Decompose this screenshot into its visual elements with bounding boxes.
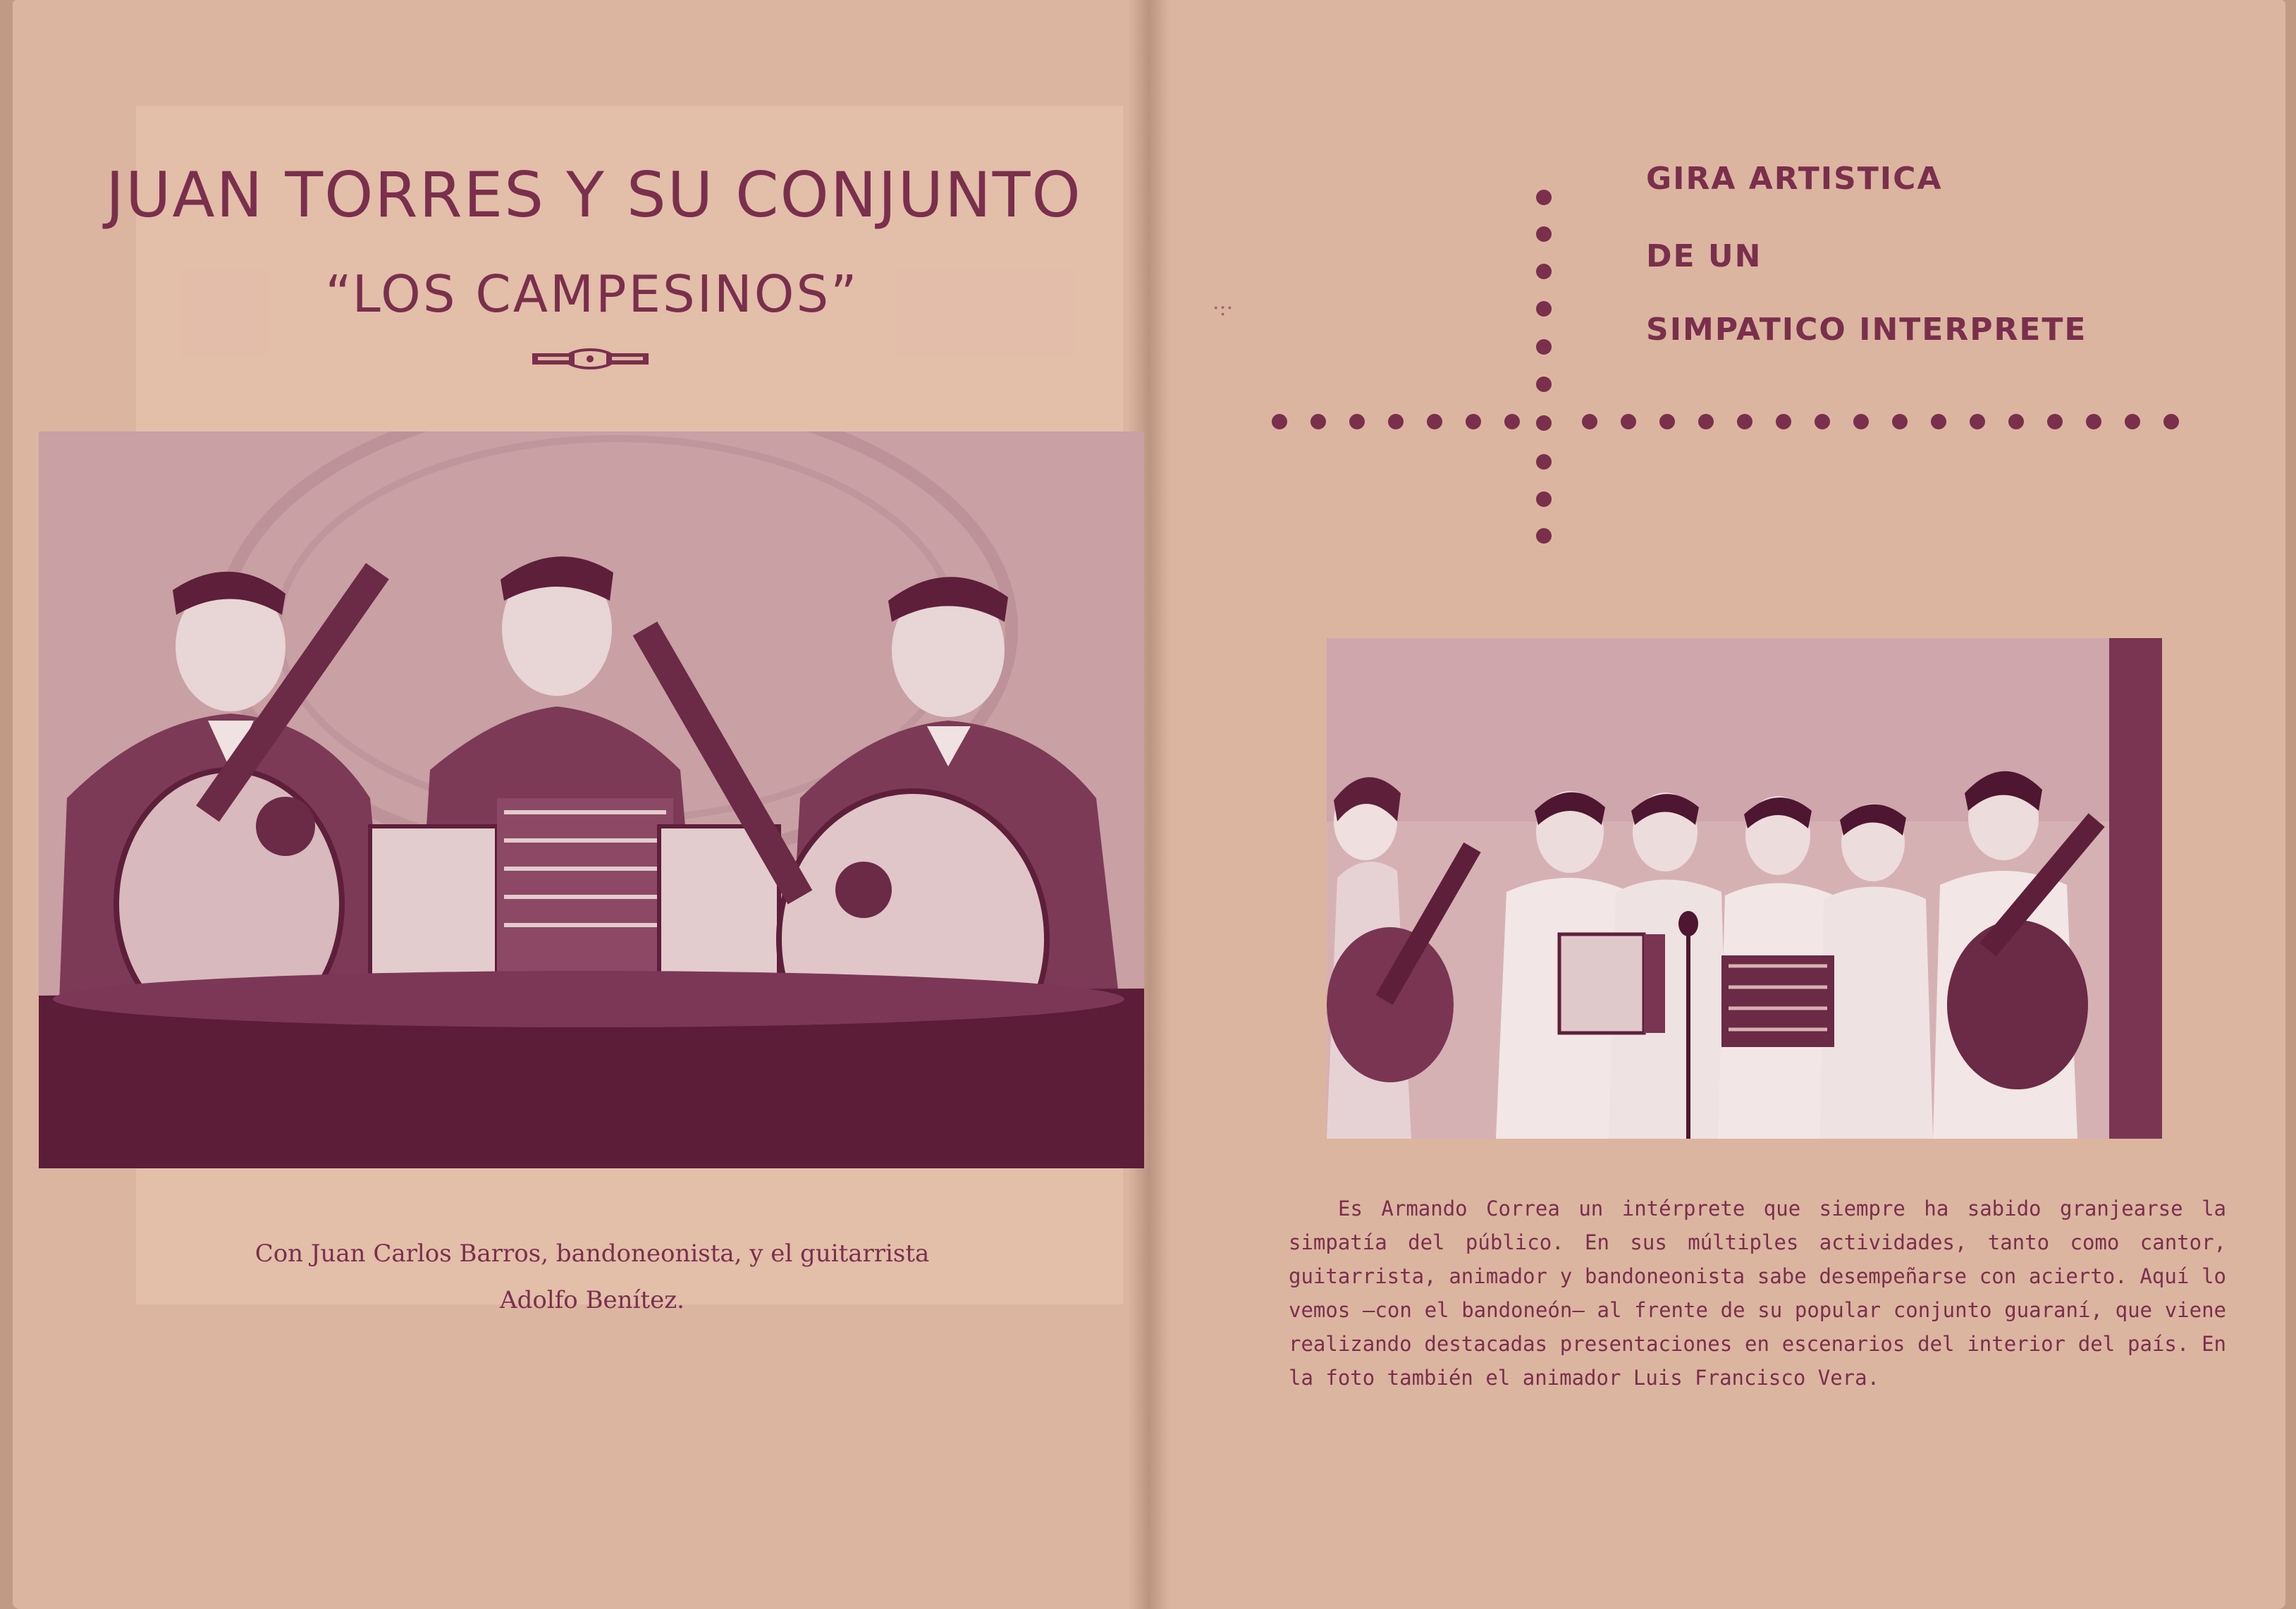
ornament-dot xyxy=(2008,414,2024,429)
ornament-dot xyxy=(1536,377,1552,392)
caption-line-1: Con Juan Carlos Barros, bandoneonista, y el guitarrista xyxy=(254,1240,930,1268)
article-body: Es Armando Correa un intérprete que siempre ha sabido granjearse la simpatía del público. En sus múltiples actividades, tanto como cantor, guitarrista, animador y bandoneonista sabe desempeñarse con acierto. Aquí lo vemos —con el bandoneón— al frente de su popular conjunto guaraní, que viene realizando destacadas presentaciones en escenarios del interior del país. En la foto también el animador Luis Francisco Vera. xyxy=(1289,1197,2226,1390)
ornament-dot xyxy=(1536,264,1552,279)
print-smudge: ·:· xyxy=(1213,296,1234,321)
ornament-dot xyxy=(1621,414,1636,429)
article-title: JUAN TORRES Y SU CONJUNTO xyxy=(106,159,1082,231)
ornament-dot xyxy=(1349,414,1365,429)
heading-line-3: SIMPATICO INTERPRETE xyxy=(1646,312,2087,348)
ornament-dot xyxy=(1892,414,1908,429)
ornament-dot xyxy=(2086,414,2101,429)
ornament-dot xyxy=(1272,414,1287,429)
ornament-dot xyxy=(1536,339,1552,355)
ornament-dot xyxy=(1737,414,1752,429)
ornament-dot xyxy=(1388,414,1404,429)
ornament-dot xyxy=(2163,414,2179,429)
ornament-dot xyxy=(1970,414,1985,429)
heading-line-1: GIRA ARTISTICA xyxy=(1646,161,1943,197)
heading-line-2: DE UN xyxy=(1646,238,1762,274)
ornament-dot xyxy=(1853,414,1869,429)
ornament-dot xyxy=(1582,414,1597,429)
group-photo-trio-icon xyxy=(39,432,1144,1168)
ornament-dot xyxy=(1536,454,1552,470)
article-subtitle: “LOS CAMPESINOS” xyxy=(325,264,859,324)
ornament-dot xyxy=(1504,414,1520,429)
ornament-dot xyxy=(2125,414,2140,429)
ornament-dot xyxy=(1659,414,1675,429)
ensemble-photo xyxy=(1327,638,2162,1139)
caption-line-2: Adolfo Benítez. xyxy=(500,1286,684,1314)
ornament-dot xyxy=(1310,414,1326,429)
ornament-dot xyxy=(1536,415,1552,431)
trio-photo xyxy=(39,432,1144,1168)
ornament-dot xyxy=(1776,414,1791,429)
ornament-dot xyxy=(1536,301,1552,317)
ornament-dot xyxy=(1536,190,1552,205)
ornament-dot xyxy=(1698,414,1714,429)
photo-caption xyxy=(141,1230,1043,1323)
ornament-dot xyxy=(1536,226,1552,242)
group-photo-ensemble-icon xyxy=(1327,638,2162,1139)
ornament-dot xyxy=(1931,414,1946,429)
ornament-divider-icon xyxy=(532,347,649,371)
ornament-dot xyxy=(1466,414,1481,429)
ornament-dot xyxy=(1815,414,1830,429)
ornament-dot xyxy=(2047,414,2063,429)
ornament-dot xyxy=(1536,528,1552,544)
ornament-dot xyxy=(1427,414,1442,429)
ornament-dot xyxy=(1536,491,1552,507)
